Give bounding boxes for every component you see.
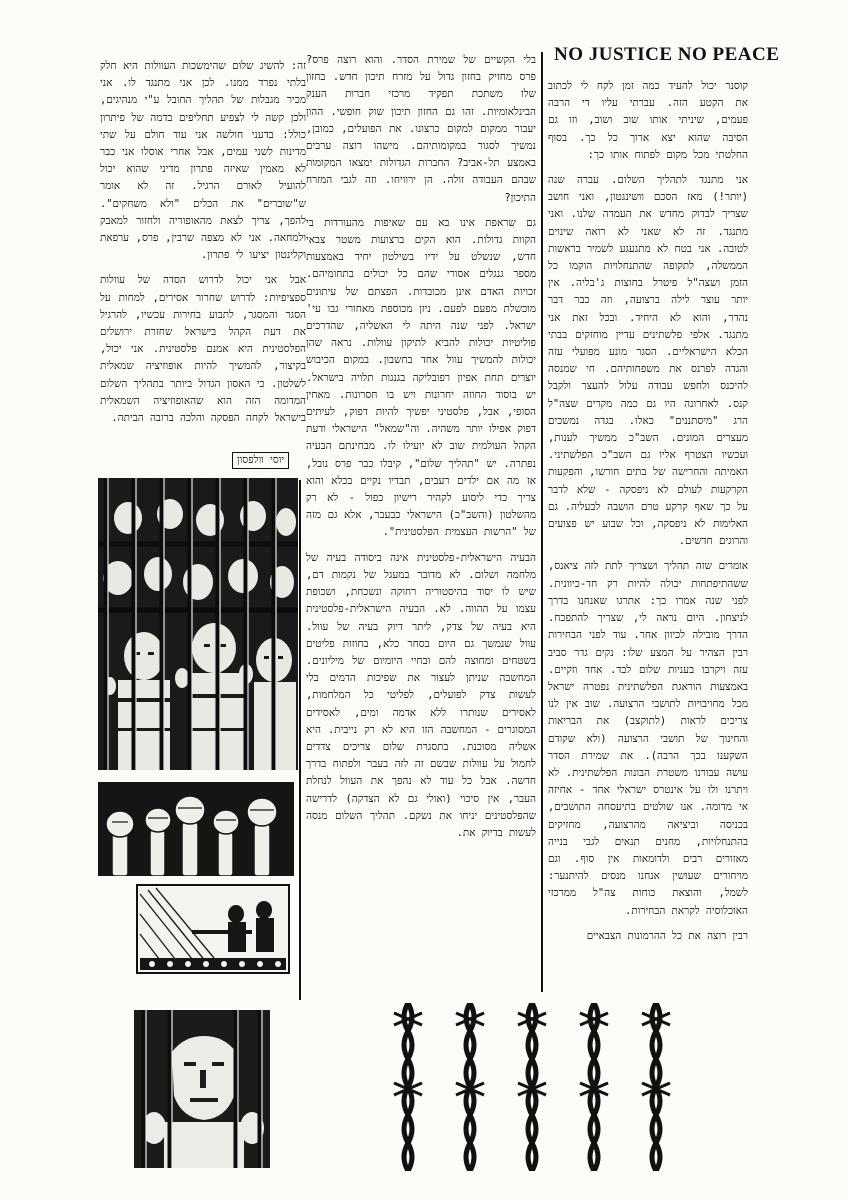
column-divider-right [541,52,543,992]
prisoner-graphic [134,1010,270,1168]
headline: NO JUSTICE NO PEACE [554,44,780,65]
paragraph: גם שראפת אינו בא עם שאיפות מהעורדות בי הקוות גדולות. הוא הקים ברצועות משטר צבאי חדש, שנשלט על ידיו בשילטון יחיד באמצעות מספר גנגלים אסורי שהם כל יכולים בתחומיהם. זכויות האדם אינן מכובדות. הפצתם של עיתונים מוכשלת מפעם לפעם. ניזן מכוספת מאחורי גבו עי' ישראל. לפני שנה היתה לי האשליה, שהדרכים פוליטיות יכולות להביא לתיקון עוולות. נראה שהן יכולות להמשיך עוול אחד בחשבון. במקום הכיבוש יוצרים תחת אפיון רפובליקה בגנגות תלויה בישראל. יש בוסוד החוזה יחרונות ויש בו חסרונות. מאחין הסופי, אבל, פלסטיני יפשיך להיות דפוק, לעיתים דפוק אפילו יותר משהיה. וה"שמאל" הישראלי ודעת הקהל העולמית שוב לא יועילו לו. מבחינתם הבעיה נפתרה. יש "תהליך שלום", קיבלו כבר פרס נובל, אז מה אם ילדים רעבים, תבדיו נקיים בכלא והוא צריך כדי ליסוע לקהיר רישיון כפול - לא רק מהשלטון (והשב"כ) הישראלי כבעבר, אלא גם מזה של "הרשות העצמית הפלסטינית". [306,216,536,539]
author-signature: יוסי וולפסון [232,452,289,469]
raised-fists-illustration [98,782,294,876]
paragraph: רבין רוצה את כל ההרמונות הצבאיים [586,929,748,942]
barbed-wire-graphic [384,1003,680,1171]
soldiers-graphic [136,884,290,974]
column-divider-left [299,480,301,1000]
text-column-middle [306,52,536,997]
prisoner-behind-bars-illustration [134,1010,270,1168]
paragraph: אבל אני יכול לדרוש הסדה של עוולות ספציפיות: לדרוש שחרור אסירים, למחות על הסגר והמסגר, לתבוע בחירות עכשיו, להרגיל את דעת הקהל בישראל שחזרת ירושלים הפלסטינית היא אמנם פלסטינית. אני יכול, בקיצור, להמשיך להיות אופוזיציה שמאלית לשלטון. כי האסון הגדול ביותר בתהליך השלום המדומה הזה הוא שהאופוזיציה השמאלית בישראל לקחה הפסקה והלכה ברובה הביתה. [100,274,306,425]
prison-crowd-illustration [98,478,298,770]
raised-fists-graphic [98,782,294,876]
barbed-wire-illustration [384,1003,680,1171]
prison-crowd-graphic [98,478,298,770]
paragraph: אני מתנגד לתהליך השלום. עברה שנה (יותר!) מאז הסכם וושינגטון, ואני חושב שצריך לבדוק מחדש את העמדה שלנו. ואני מתנגד. זה לא שאני לא רואה שינוים לטובה. אני בטח לא מתגעגע לשמיר בראשות הממשלה, לתקופה שהתנחלויות הוקמו כל הזמן ושצה"ל פיטרל בחוצות ג'בליה. אין יותר עוצר לילה ברצועה, וזה כבר דבר נהדר, והוא לא היחיד. ובכל זאת אני מתנגד. אלפי פלשתינים עדיין מוחזקים בבתי הכלא הישראליים. הסגר מונע מפועלי עזה והגדה לפרנס את משפחותיהם. חי שמנסה להיכנס ולחפש עבודה עלול להעצר ולקבל קנס. לאחרונה היו גם כמה מקרים שצה"ל הרג "מיסתננים" כאלו. בגדה נמשכים מעצרים המונים. השב"כ ממשיך לענות, ועכשיו הצטרף אליו גם השב"כ הפלשתיני. האמיתה והחרישה של בתים חורשו, והפקעות הקרקעות לעולם לא ניפסקה - שלא לדבר על כך שאף קרקע טרם הושבה לבעליה. גם האלימות לא ניפסקה, וכל שבוע יש פצועים והרוגים חדשים. [548,174,748,548]
text-column-right [548,78,748,998]
paragraph: בלי הקשיים של שמירת הסדר. והוא רוצה פרס? פרס מחזיק בחזון גדול על מזרח תיכון חדש. בחזון שלו משתכת תפקיד מרכזי חברות הענק הבינלאומיות. זהו גם החזון תיכון שוק חופשי. ההון יעבור ממקום למקום כרצונו. את הפועלים, כמובן, נמשיך לסגור במקומותיהם. מישהו רוצה ערבים באמצע תל-אביב? החברות הגדולות ימצאו המקומות שבהם העבודה זולה. הן ירוויחו. וזה לגבי המזרח התיכון? [306,54,536,204]
soldiers-illustration [136,884,290,974]
paragraph: אומרים שזה תהליך ושצריך לתת לזה ציאנס, ששהתיפתחות יכולה להיות רק חד-כיוונית. לפני שנה אמרו כך: אתרגו שאנחנו בדרך לניצחון. היום נראה לי, שצריך להתפכח. הדרך מובילה לכיוון אחר. עוד לפני הבחירות רבין הצהיר על המצע שלו: נקים גדר סביב עזה ויקרבו בעניות שלום לבד. אחד וזקיים. באמצעות הוראגת הפלשתינית נפטרה ישראל מכל מחויבויות לתושבי הרצועה. שוב אין לנו צריכים לראות (לתוקצב) את הבריאות והחינוך של תושבי הרצועה (ולא שקודם השקענו בכך הרבה). את שמירת הסדר עושה עבורנו משטרת הבונות הפלשתינית. לא ויתרנו ולו על אינטרס ישראלי אחד - אחיזה אי מדומה. אנו שולטים בתיעסחה התושבים, בכניסה וביציאה מהרצועה, מחזיקים בהתנחלויות, מחנים תנאים לגבי בנייה מאזורים רבים ולדומאות אין סוף. וגם מויחורים שעושין אנחנו מנסים להיתנער: לשמל, והוצאת כוחות צה"ל ממרכזי האוכלוסיה לקראת הבחירות. [548,560,748,917]
paragraph: הבעיה הישראלית-פלסטינית אינה ביסודה בעיה של מלחמה ושלום. לא מדובר במעגל של נקמות דם, שיש לו יסוד בהיסטוריה רחוקה ונשכחת, ושכופת עצמו על ההווה. לא. הבעיה הישראלית-פלסטינית היא בעיה של צדק, ליתר דיוק בעיה של עוול. עוול שנמשך גם היום בסחר כלא, בחוזות פליטים בשטחים ומחוצה להם ובחיי היומיום של מיליונים. המחשבה שניתן לעצור את שפיכות הדמים בלי לעשות צדק לפועלים, לפליטי כל המלחמות, לאסירים שנותרו ללא אדמה ומים, לאסידים המסוגרים - המחשבה הזו היא לא רק נייבית. היא אשליה מסוכנת. בתסגרת שלום צריכים צדדים לחמול על עוולות שבשם זה לזה בעבר ולפתוח בדרך חדשה. אבל כל עוד לא נהפך את העוול לנחלת העבר, אין סיכוי (ואולי גם לא הצדקה) לדרישה שהפלסטינים יניחו את נשקם. תהליך השלום מנסה לעשות בדיוק את. [306,551,536,839]
text-column-left [100,58,306,463]
paragraph: זה: להשיג שלום שהימשכות העוולות היא חלק בלתי נפרד ממנו. לכן אני מתנגד לו. אני מכיר מגבלות של תהליך החובל ע"י מנהיגים, ולכן קשה לי לצפיע תחליפים בדמה של פיתרון כולל: בדעני חולשה אני עוד חולם על שתי מדינות לשני עמים, אבל אחרי אוסלו אני כבר לא מאמין שאיזה פתרון מדיני שהוא יכול להועיל לאורם הרגיל. זה לא אומר ש"שוברים" את הכלים "ולא משחקים". להפך, צריך לצאת מהאופוריה ולחזור למאבק ולמחאה. אני לא מצפה שרבין, פרס, ערפאת וקלינטון יציעו לי פתרון. [100,60,306,262]
paragraph: קוסנר יכול להעיד כמה זמן לקח לי לכתוב את הקטע הזה. עברתי עליו די הרבה פעמים, שיניתי אותו שוב ושוב, וזו גם הסיבה שהוא יצא ארוך כל כך. בסוף החלטתי מכל מקום לפתוח אותו כך: [548,80,748,161]
